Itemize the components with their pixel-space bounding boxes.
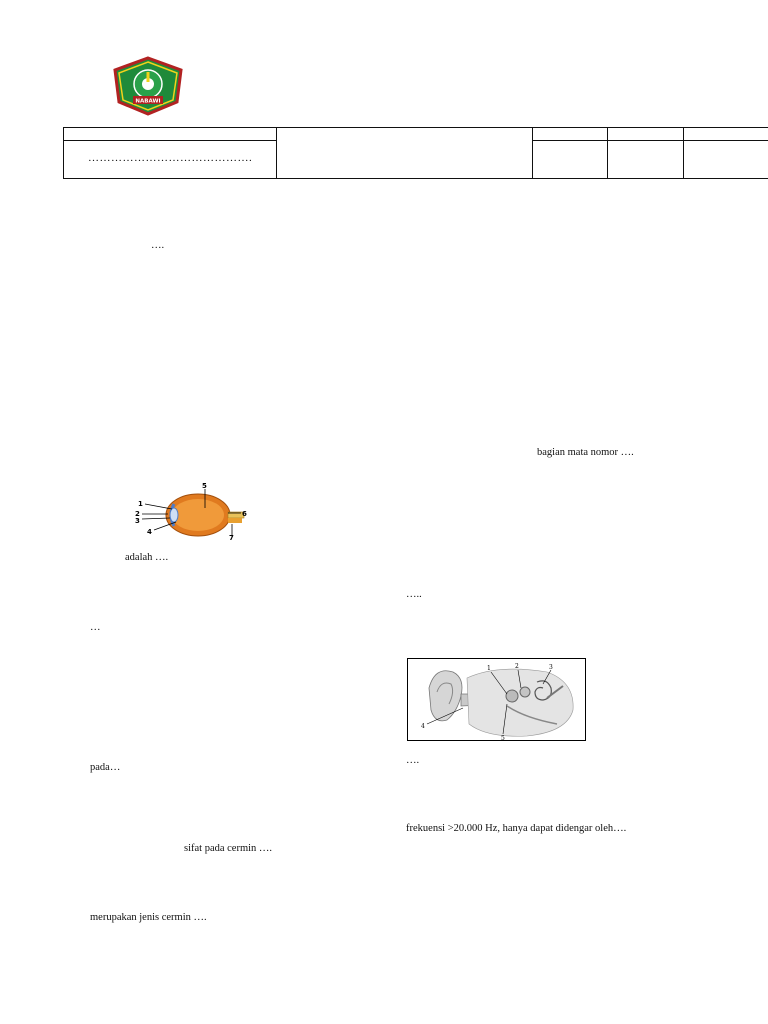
- school-logo: [111, 56, 185, 116]
- question-eye-part: bagian mata nomor ….: [537, 447, 634, 458]
- question-mirror-property: sifat pada cermin ….: [184, 843, 273, 854]
- question-ellipsis: ….: [151, 240, 165, 251]
- eye-label: 1: [138, 500, 143, 508]
- ear-diagram: [407, 658, 589, 743]
- eye-label: 3: [135, 517, 140, 525]
- question-pada: pada…: [90, 762, 121, 773]
- table-cell: [607, 140, 684, 179]
- ear-label: 1: [487, 665, 491, 672]
- eye-label: 4: [147, 528, 152, 536]
- eye-label: 2: [135, 510, 140, 518]
- table-cell: [683, 127, 768, 141]
- table-cell: [532, 127, 608, 141]
- svg-text:NABAWI: NABAWI: [135, 98, 161, 105]
- ear-label: 2: [515, 663, 519, 670]
- ear-label: 5: [501, 735, 505, 742]
- question-frequency: frekuensi >20.000 Hz, hanya dapat didengar oleh….: [406, 823, 627, 834]
- table-cell: [607, 127, 684, 141]
- ear-label: 4: [421, 723, 425, 730]
- eye-diagram: [134, 482, 250, 540]
- eye-label: 7: [229, 534, 234, 540]
- question-ellipsis: ….: [406, 755, 420, 766]
- table-cell: [276, 127, 533, 179]
- table-cell: [63, 127, 277, 141]
- table-cell: [532, 140, 608, 179]
- question-mirror-type: merupakan jenis cermin ….: [90, 912, 207, 923]
- table-cell: [683, 140, 768, 179]
- question-ellipsis: …: [90, 622, 101, 633]
- question-adalah: adalah ….: [125, 552, 169, 563]
- name-field[interactable]: …………………………………….: [88, 152, 253, 164]
- question-ellipsis: …..: [406, 589, 422, 600]
- eye-label: 5: [202, 482, 207, 490]
- ear-label: 3: [549, 664, 553, 671]
- eye-label: 6: [242, 510, 247, 518]
